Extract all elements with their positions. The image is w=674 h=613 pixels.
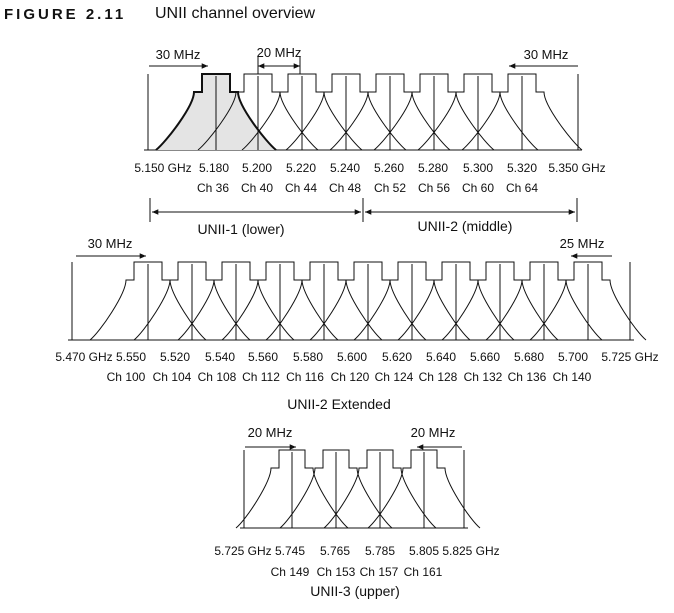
channel-label: Ch 124 <box>374 370 414 384</box>
frequency-label: 5.825 GHz <box>442 544 500 558</box>
spacing-label: 30 MHz <box>523 47 569 62</box>
frequency-label: 5.280 <box>417 161 449 175</box>
channel-label: Ch 108 <box>197 370 237 384</box>
frequency-label: 5.260 <box>373 161 405 175</box>
channel-label: Ch 48 <box>328 181 362 195</box>
spacing-label: 20 MHz <box>247 425 293 440</box>
frequency-label: 5.550 <box>115 350 147 364</box>
frequency-label: 5.470 GHz <box>55 350 113 364</box>
frequency-label: 5.180 <box>198 161 230 175</box>
channel-label: Ch 112 <box>242 370 280 384</box>
frequency-label: 5.620 <box>381 350 413 364</box>
channel-label: Ch 149 <box>270 565 310 579</box>
spacing-label: 30 MHz <box>155 47 201 62</box>
channel-label: Ch 136 <box>507 370 547 384</box>
channel-label: Ch 132 <box>463 370 503 384</box>
frequency-label: 5.240 <box>329 161 361 175</box>
channel-label: Ch 36 <box>196 181 230 195</box>
channel-label: Ch 157 <box>359 565 399 579</box>
channel-label: Ch 60 <box>461 181 495 195</box>
figure-label: FIGURE 2.11 <box>4 6 127 23</box>
frequency-label: 5.660 <box>469 350 501 364</box>
channel-label: Ch 56 <box>417 181 451 195</box>
channel-label: Ch 44 <box>284 181 318 195</box>
frequency-label: 5.600 <box>336 350 368 364</box>
frequency-label: 5.320 <box>506 161 538 175</box>
frequency-label: 5.700 <box>557 350 589 364</box>
channel-label: Ch 104 <box>152 370 192 384</box>
channel-label: Ch 116 <box>286 370 324 384</box>
segment-label-unii-2: UNII-2 (middle) <box>417 218 513 234</box>
frequency-label: 5.680 <box>513 350 545 364</box>
frequency-label: 5.220 <box>285 161 317 175</box>
frequency-label: 5.580 <box>292 350 324 364</box>
frequency-label: 5.765 <box>319 544 351 558</box>
frequency-label: 5.725 GHz <box>601 350 659 364</box>
frequency-label: 5.300 <box>462 161 494 175</box>
frequency-label: 5.520 <box>159 350 191 364</box>
segment-label-unii-1: UNII-1 (lower) <box>197 221 285 237</box>
band-caption: UNII-2 Extended <box>287 396 391 412</box>
spacing-label: 25 MHz <box>559 236 605 251</box>
frequency-label: 5.540 <box>204 350 236 364</box>
channel-label: Ch 52 <box>373 181 407 195</box>
frequency-label: 5.640 <box>425 350 457 364</box>
spacing-label: 20 MHz <box>410 425 456 440</box>
figure-title: UNII channel overview <box>155 5 316 22</box>
frequency-label: 5.725 GHz <box>214 544 272 558</box>
spacing-label: 20 MHz <box>256 45 302 60</box>
channel-label: Ch 120 <box>330 370 370 384</box>
channel-label: Ch 40 <box>240 181 274 195</box>
frequency-label: 5.350 GHz <box>548 161 606 175</box>
channel-label: Ch 100 <box>106 370 146 384</box>
channel-label: Ch 64 <box>505 181 539 195</box>
frequency-label: 5.805 <box>408 544 440 558</box>
frequency-label: 5.785 <box>364 544 396 558</box>
frequency-label: 5.150 GHz <box>134 161 192 175</box>
channel-label: Ch 128 <box>418 370 458 384</box>
frequency-label: 5.560 <box>247 350 279 364</box>
frequency-label: 5.745 <box>274 544 306 558</box>
band-caption: UNII-3 (upper) <box>310 583 400 599</box>
channel-label: Ch 153 <box>316 565 356 579</box>
channel-label: Ch 140 <box>552 370 592 384</box>
spacing-label: 30 MHz <box>87 236 133 251</box>
frequency-label: 5.200 <box>241 161 273 175</box>
channel-label: Ch 161 <box>403 565 443 579</box>
